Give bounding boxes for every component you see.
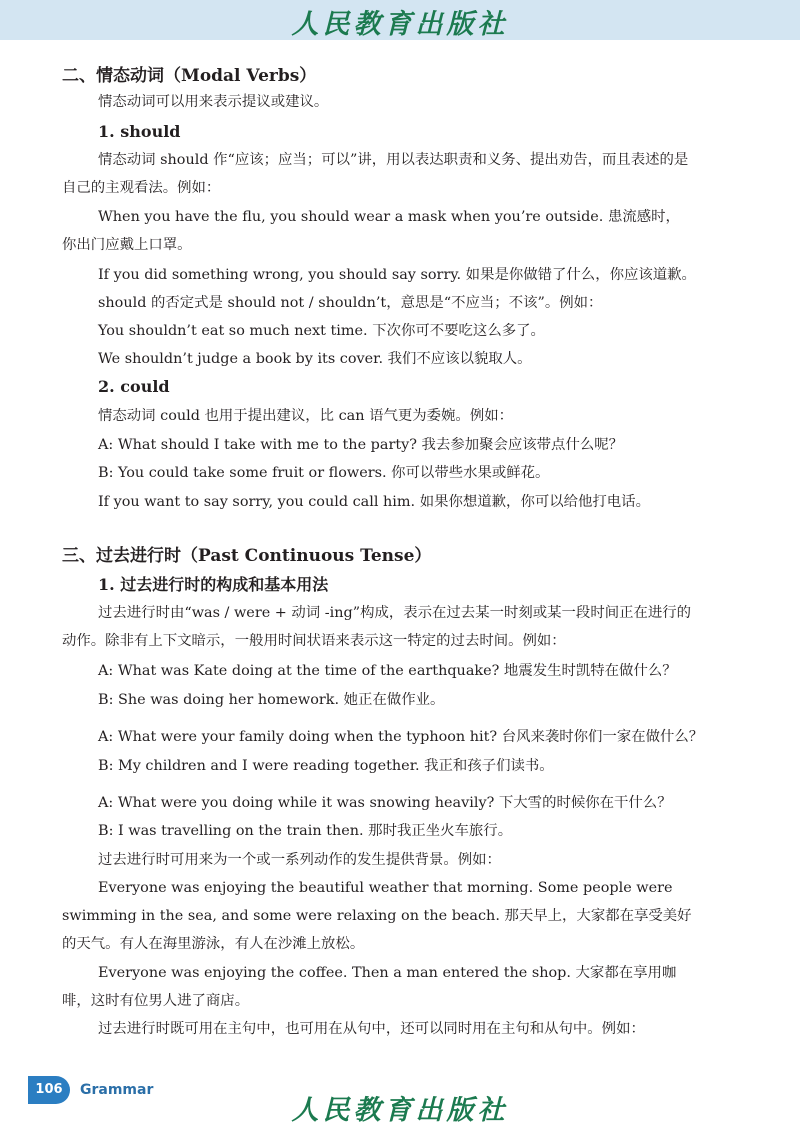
paragraph: 过去进行时由“was / were + 动词 -ing”构成，表示在过去某一时刻或某一段时间正在进行的动作。除非有上下文暗示，一般用时间状语来表示这一特定的过去时间。例如： bbox=[62, 605, 692, 649]
example-sentence: You shouldn’t eat so much next time. 下次你可不要吃这么多了。 bbox=[98, 323, 545, 339]
paragraph: 情态动词可以用来表示提议或建议。 bbox=[98, 94, 329, 110]
example-sentence: We shouldn’t judge a book by its cover. 我们不应该以貌取人。 bbox=[98, 351, 532, 367]
section-title-past-continuous: 三、过去进行时（Past Continuous Tense） bbox=[62, 546, 432, 566]
paragraph: 情态动词 could 也用于提出建议，比 can 语气更为委婉。例如： bbox=[98, 408, 513, 424]
section-title-modal-verbs: 二、情态动词（Modal Verbs） bbox=[62, 66, 317, 86]
example-sentence: When you have the flu, you should wear a mask when you’re outside. 患流感时，你出门应戴上口罩。 bbox=[62, 209, 680, 253]
dialogue-line: A: What were you doing while it was snowing heavily? 下大雪的时候你在干什么？ bbox=[98, 795, 672, 811]
example-sentence: A: What should I take with me to the party? 我去参加聚会应该带点什么呢？ bbox=[98, 437, 624, 453]
subheading-should: 1. should bbox=[98, 122, 181, 141]
paragraph: 过去进行时既可用在主句中，也可用在从句中，还可以同时用在主句和从句中。例如： bbox=[98, 1021, 645, 1037]
dialogue-line: A: What were your family doing when the typhoon hit? 台风来袭时你们一家在做什么？ bbox=[98, 729, 704, 745]
dialogue-line: B: She was doing her homework. 她正在做作业。 bbox=[98, 692, 445, 708]
example-sentence: B: You could take some fruit or flowers. 你可以带些水果或鲜花。 bbox=[98, 465, 550, 481]
page-number: 106 bbox=[28, 1076, 70, 1104]
example-sentence: If you did something wrong, you should say sorry. 如果是你做错了什么，你应该道歉。 bbox=[98, 267, 696, 283]
dialogue-line: A: What was Kate doing at the time of the earthquake? 地震发生时凯特在做什么？ bbox=[98, 663, 677, 679]
example-sentence: Everyone was enjoying the coffee. Then a man entered the shop. 大家都在享用咖啡，这时有位男人进了商店。 bbox=[62, 965, 677, 1009]
paragraph: 情态动词 should 作“应该；应当；可以”讲，用以表达职责和义务、提出劝告，而且表述的是自己的主观看法。例如： bbox=[62, 152, 689, 196]
paragraph: 过去进行时可用来为一个或一系列动作的发生提供背景。例如： bbox=[98, 852, 501, 868]
paragraph: should 的否定式是 should not / shouldn’t，意思是“不应当；不该”。例如： bbox=[98, 295, 603, 311]
subheading-could: 2. could bbox=[98, 377, 170, 396]
publisher-logo-bottom: 人民教育出版社 bbox=[291, 1095, 509, 1126]
example-sentence: Everyone was enjoying the beautiful weather that morning. Some people were swimming in the sea, and some were relaxing on the beach. 那天早上，大家都在享受美好的天气。有人在海里游泳，有人在沙滩上放松。 bbox=[62, 880, 692, 952]
subheading-formation: 1. 过去进行时的构成和基本用法 bbox=[98, 575, 329, 594]
example-sentence: If you want to say sorry, you could call him. 如果你想道歉，你可以给他打电话。 bbox=[98, 494, 650, 510]
footer-section-label: Grammar bbox=[80, 1082, 154, 1098]
dialogue-line: B: My children and I were reading together. 我正和孩子们读书。 bbox=[98, 758, 554, 774]
dialogue-line: B: I was travelling on the train then. 那时我正坐火车旅行。 bbox=[98, 823, 513, 839]
publisher-logo-top: 人民教育出版社 bbox=[291, 9, 509, 40]
